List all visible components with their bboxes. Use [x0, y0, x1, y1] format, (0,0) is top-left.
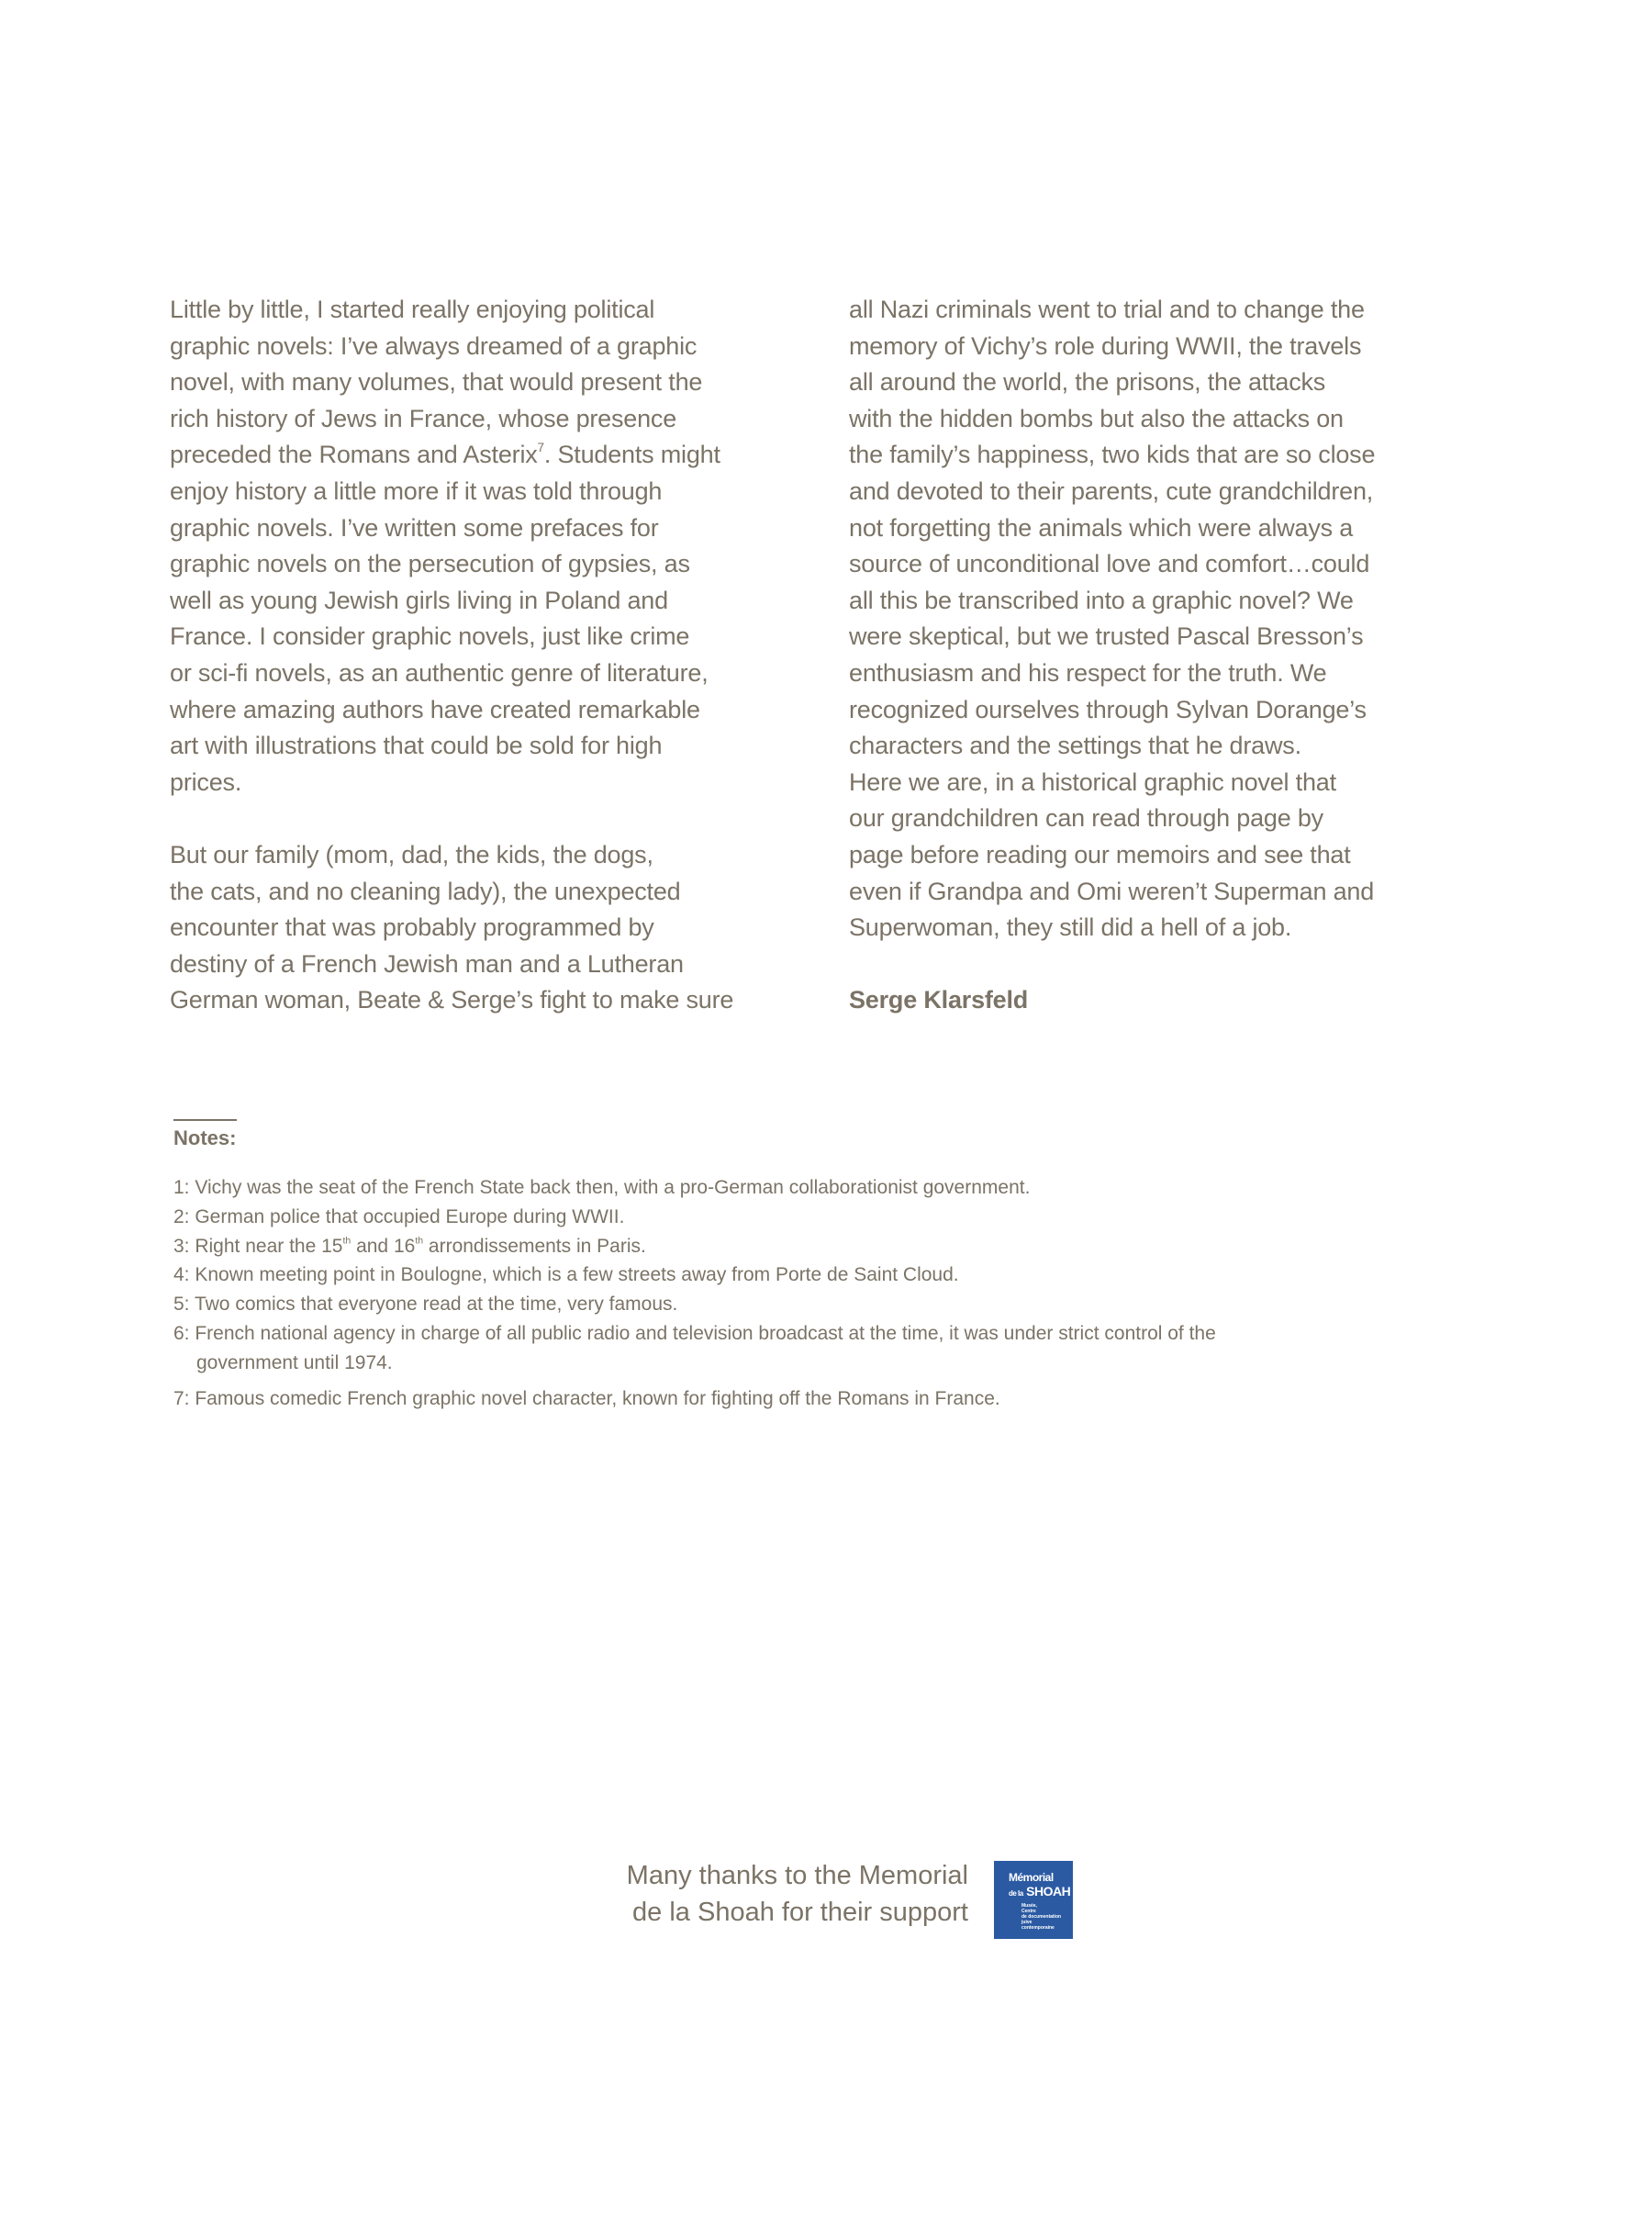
paragraph	[849, 292, 1505, 947]
text-line: rich history of Jews in France, whose presence	[170, 404, 677, 432]
superscript: th	[415, 1235, 424, 1247]
notes-title: Notes:	[173, 1126, 237, 1149]
text-line: not forgetting the animals which were always a	[849, 513, 1354, 542]
right-column	[849, 292, 1505, 1019]
text-line: prices.	[170, 767, 242, 796]
note-2: 2: German police that occupied Europe during WWII.	[173, 1205, 625, 1227]
logo-mark: Mémorial	[1009, 1871, 1054, 1884]
text-line: all Nazi criminals went to trial and to change the	[849, 296, 1365, 323]
text-line: enjoy history a little more if it was told through	[170, 476, 663, 505]
text-line: destiny of a French Jewish man and a Lutheran	[170, 949, 684, 978]
note-5: 5: Two comics that everyone read at the time, very famous.	[173, 1294, 678, 1316]
text: 3: Right near the 15	[173, 1235, 343, 1257]
paragraph	[170, 837, 826, 1019]
text-line: characters and the settings that he draws.	[849, 732, 1301, 760]
note-4: 4: Known meeting point in Boulogne, which is a few streets away from Porte de Saint Cloud.	[173, 1264, 959, 1286]
text-line: graphic novels. I’ve written some prefaces for	[170, 513, 659, 542]
acknowledgement-line: de la Shoah for their support	[632, 1898, 968, 1927]
text-line: memory of Vichy’s role during WWII, the travels	[849, 331, 1362, 360]
note-6: 6: French national agency in charge of all public radio and television broadcast at the time, it was under strict control of the	[173, 1322, 1216, 1344]
notes-divider	[173, 1119, 237, 1121]
acknowledgement	[627, 1857, 968, 1931]
text-line: all around the world, the prisons, the attacks	[849, 368, 1326, 397]
text-line: source of unconditional love and comfort…could	[849, 550, 1370, 578]
text-line: well as young Jewish girls living in Poland and	[170, 586, 668, 614]
paragraph	[170, 292, 826, 801]
text-line: novel, with many volumes, that would present the	[170, 368, 703, 397]
superscript: th	[342, 1235, 352, 1247]
signature: Serge Klarsfeld	[849, 986, 1029, 1014]
text-line: graphic novels on the persecution of gypsies, as	[170, 550, 690, 578]
text-line: page before reading our memoirs and see that	[849, 840, 1351, 868]
text-line: the cats, and no cleaning lady), the unexpected	[170, 877, 681, 905]
text-line: even if Grandpa and Omi weren’t Superman and	[849, 877, 1375, 905]
memorial-shoah-logo	[994, 1861, 1073, 1939]
left-column	[170, 292, 826, 1019]
text-line: and devoted to their parents, cute grandchildren,	[849, 476, 1374, 505]
text: and 16	[351, 1235, 416, 1257]
logo-mark: de la SHOAH	[1009, 1884, 1071, 1899]
text-line: German woman, Beate & Serge’s fight to make sure	[170, 986, 734, 1014]
text-line: Superwoman, they still did a hell of a job.	[849, 913, 1292, 942]
paragraph-gap	[170, 801, 826, 837]
text-line: encounter that was probably programmed by	[170, 913, 654, 942]
text: . Students might	[543, 441, 720, 469]
text: arrondissements in Paris.	[423, 1235, 646, 1257]
text-line: were skeptical, but we trusted Pascal Bresson’s	[849, 622, 1364, 651]
text-line: the family’s happiness, two kids that are so close	[849, 441, 1376, 469]
text-line: with the hidden bombs but also the attacks on	[849, 404, 1344, 432]
text-line: France. I consider graphic novels, just like crime	[170, 622, 690, 651]
text-line: all this be transcribed into a graphic novel? We	[849, 586, 1354, 614]
logo-mark: Musée, Centre de documentation juive contemporaine	[1021, 1903, 1062, 1931]
text-line: or sci-fi novels, as an authentic genre of literature,	[170, 658, 709, 687]
text-line: graphic novels: I’ve always dreamed of a graphic	[170, 331, 698, 360]
footnote-ref: 7	[537, 441, 544, 455]
text-line: our grandchildren can read through page by	[849, 804, 1323, 833]
text-line: art with illustrations that could be sold for high	[170, 732, 663, 760]
notes-list	[173, 1173, 1216, 1413]
note-1: 1: Vichy was the seat of the French State back then, with a pro-German collaborationist government.	[173, 1177, 1031, 1198]
note-3	[173, 1232, 1216, 1261]
text-line: enthusiasm and his respect for the truth. We	[849, 658, 1327, 687]
text: preceded the Romans and Asterix	[170, 441, 538, 469]
text-line: Little by little, I started really enjoying political	[170, 296, 655, 323]
text-line: recognized ourselves through Sylvan Dorange’s	[849, 695, 1367, 723]
text-line: where amazing authors have created remarkable	[170, 695, 700, 723]
note-7: 7: Famous comedic French graphic novel character, known for fighting off the Romans in France.	[173, 1387, 1000, 1409]
note-6-continued: government until 1974.	[196, 1351, 393, 1373]
paragraph-gap	[849, 947, 1505, 983]
text-line: But our family (mom, dad, the kids, the dogs,	[170, 840, 653, 868]
text-line: Here we are, in a historical graphic novel that	[849, 767, 1336, 796]
text-line	[170, 437, 826, 474]
acknowledgement-line: Many thanks to the Memorial	[626, 1861, 968, 1890]
